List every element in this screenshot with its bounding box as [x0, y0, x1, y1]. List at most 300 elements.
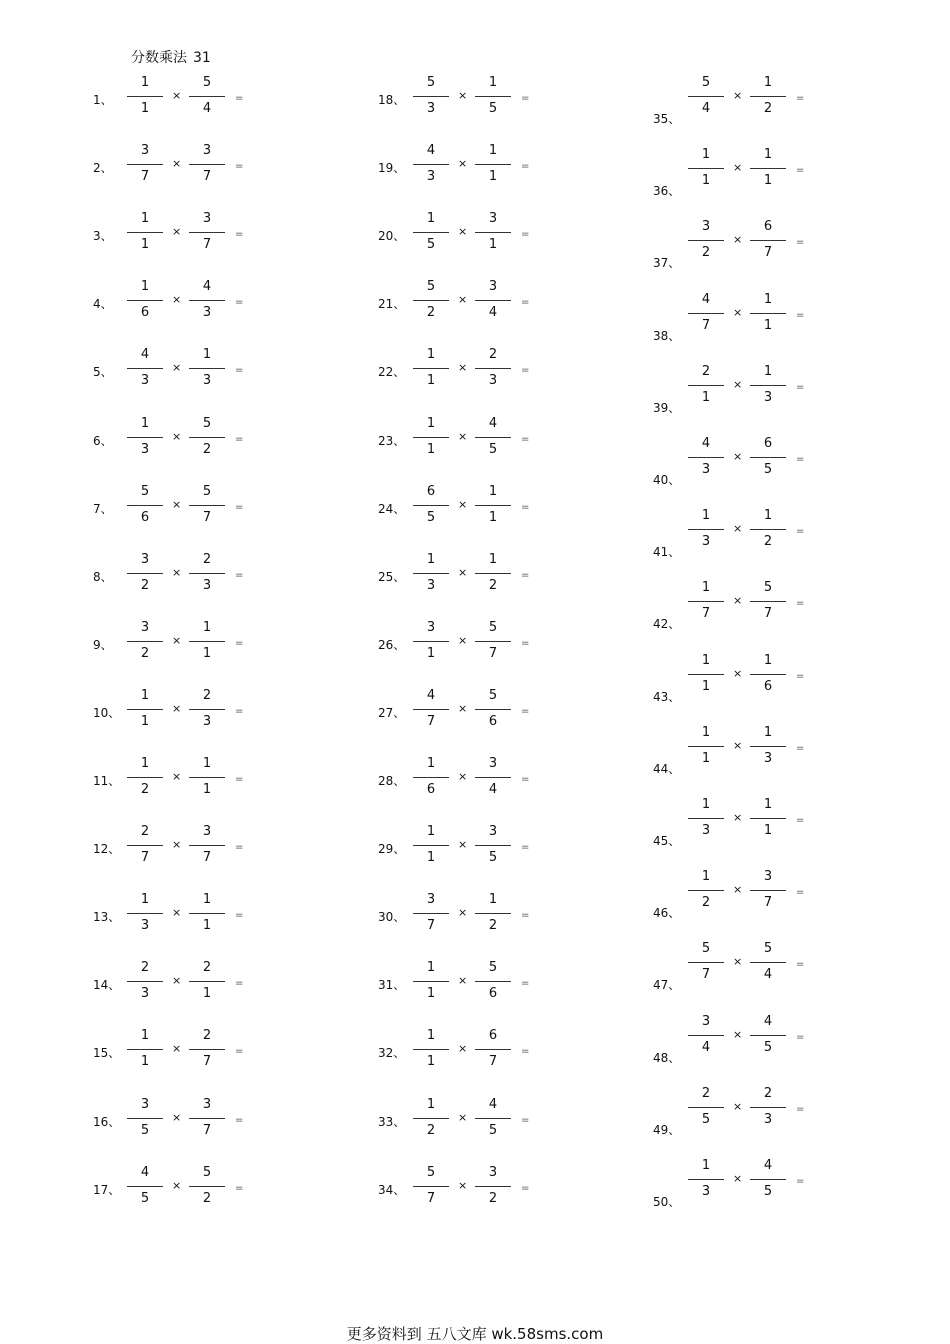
fraction-right: [750, 364, 786, 414]
numerator: 2: [701, 363, 711, 379]
problem-item: [378, 620, 668, 680]
denominator: 7: [202, 509, 212, 525]
fraction-right: [189, 756, 225, 806]
numerator: 4: [426, 143, 436, 159]
problem-item: [93, 279, 383, 339]
numerator: 2: [202, 960, 212, 976]
numerator: 5: [763, 941, 773, 957]
denominator: 7: [426, 1190, 436, 1206]
denominator: 5: [140, 1190, 150, 1206]
equals-sign: =: [796, 815, 805, 826]
denominator: 5: [140, 1122, 150, 1138]
times-sign: ×: [733, 1172, 743, 1185]
denominator: 1: [763, 173, 773, 189]
numerator: 1: [426, 551, 436, 567]
problem-number: 5、: [93, 365, 113, 380]
denominator: 3: [701, 462, 711, 477]
problem-item: [653, 508, 943, 568]
fraction-bar: [750, 1107, 786, 1108]
problem-item: [653, 797, 943, 857]
denominator: 3: [701, 1184, 711, 1199]
denominator: 6: [488, 713, 498, 729]
denominator: 2: [202, 441, 212, 457]
denominator: 5: [488, 441, 498, 457]
numerator: 3: [140, 1096, 150, 1112]
times-sign: ×: [733, 955, 743, 969]
numerator: 2: [140, 960, 150, 976]
denominator: 1: [140, 237, 150, 253]
fraction-left: [127, 1165, 163, 1215]
problem-item: [378, 211, 668, 271]
equals-sign: =: [521, 774, 530, 785]
fraction-left: [127, 620, 163, 670]
fraction-bar: [127, 232, 163, 233]
numerator: 4: [701, 436, 711, 451]
times-sign: ×: [172, 633, 182, 647]
fraction-right: [475, 620, 511, 670]
denominator: 1: [202, 986, 212, 1002]
fraction-left: [413, 824, 449, 874]
equals-sign: =: [521, 365, 530, 377]
fraction-bar: [475, 164, 511, 165]
fraction-bar: [127, 709, 163, 710]
fraction-bar: [475, 641, 511, 642]
times-sign: ×: [172, 565, 182, 579]
problem-item: [93, 1097, 383, 1157]
numerator: 3: [202, 824, 212, 840]
fraction-bar: [127, 96, 163, 97]
denominator: 2: [701, 245, 711, 261]
numerator: 6: [426, 483, 436, 499]
times-sign: ×: [172, 497, 182, 511]
fraction-bar: [189, 164, 225, 165]
problem-number: 39、: [653, 400, 681, 415]
problem-number: 24、: [378, 501, 406, 516]
numerator: 1: [701, 797, 711, 812]
denominator: 1: [140, 101, 150, 116]
numerator: 5: [488, 619, 498, 635]
fraction-left: [688, 436, 724, 486]
fraction-left: [688, 292, 724, 342]
denominator: 1: [140, 713, 150, 729]
times-sign: ×: [733, 89, 743, 102]
problem-number: 42、: [653, 617, 681, 632]
numerator: 4: [763, 1013, 773, 1029]
fraction-right: [475, 143, 511, 193]
fraction-bar: [750, 890, 786, 891]
times-sign: ×: [733, 522, 743, 536]
numerator: 4: [763, 1158, 773, 1173]
numerator: 1: [426, 824, 436, 840]
equals-sign: =: [521, 705, 530, 717]
denominator: 5: [763, 462, 773, 477]
title-text: 分数乘法: [131, 50, 187, 66]
fraction-right: [475, 552, 511, 602]
times-sign: ×: [172, 906, 182, 920]
fraction-bar: [750, 746, 786, 747]
times-sign: ×: [458, 293, 468, 307]
fraction-bar: [127, 164, 163, 165]
fraction-right: [189, 1097, 225, 1147]
fraction-bar: [475, 981, 511, 982]
numerator: 4: [701, 291, 711, 307]
fraction-right: [750, 219, 786, 269]
denominator: 6: [140, 305, 150, 321]
denominator: 3: [140, 373, 150, 389]
numerator: 3: [202, 143, 212, 159]
fraction-right: [750, 941, 786, 991]
equals-sign: =: [521, 161, 530, 173]
fraction-bar: [750, 96, 786, 97]
times-sign: ×: [458, 225, 468, 239]
numerator: 5: [140, 483, 150, 499]
problem-number: 13、: [93, 910, 121, 925]
numerator: 1: [426, 347, 436, 363]
denominator: 2: [140, 645, 150, 661]
fraction-bar: [688, 96, 724, 97]
fraction-bar: [475, 1118, 511, 1119]
problem-number: 47、: [653, 978, 681, 993]
fraction-left: [688, 941, 724, 991]
fraction-left: [127, 1097, 163, 1147]
fraction-left: [413, 1028, 449, 1078]
times-sign: ×: [458, 429, 468, 443]
fraction-right: [750, 869, 786, 919]
numerator: 5: [488, 960, 498, 976]
fraction-left: [688, 147, 724, 197]
title-number: 31: [193, 50, 211, 66]
denominator: 7: [202, 237, 212, 253]
equals-sign: =: [235, 161, 244, 173]
numerator: 1: [488, 551, 498, 567]
fraction-left: [127, 756, 163, 806]
fraction-bar: [189, 1049, 225, 1050]
problem-item: [378, 960, 668, 1020]
problem-item: [653, 364, 943, 424]
numerator: 4: [426, 687, 436, 703]
denominator: 5: [426, 237, 436, 253]
times-sign: ×: [733, 738, 743, 752]
problem-item: [93, 75, 383, 135]
problem-number: 21、: [378, 297, 406, 312]
fraction-bar: [750, 385, 786, 386]
fraction-bar: [688, 529, 724, 530]
fraction-left: [127, 211, 163, 261]
equals-sign: =: [235, 229, 244, 241]
numerator: 1: [701, 869, 711, 885]
fraction-right: [750, 1158, 786, 1208]
problem-item: [653, 75, 943, 135]
fraction-right: [189, 824, 225, 874]
numerator: 1: [140, 1028, 150, 1044]
times-sign: ×: [733, 883, 743, 897]
problem-number: 35、: [653, 112, 681, 126]
times-sign: ×: [733, 811, 743, 824]
numerator: 1: [202, 892, 212, 908]
problem-item: [93, 960, 383, 1020]
denominator: 1: [701, 173, 711, 189]
fraction-bar: [127, 505, 163, 506]
numerator: 2: [202, 1028, 212, 1044]
denominator: 4: [488, 782, 498, 797]
equals-sign: =: [521, 93, 530, 104]
problem-item: [93, 484, 383, 544]
fraction-left: [688, 219, 724, 269]
fraction-bar: [475, 1049, 511, 1050]
problem-item: [93, 688, 383, 748]
fraction-bar: [413, 709, 449, 710]
denominator: 1: [426, 850, 436, 866]
fraction-bar: [475, 232, 511, 233]
equals-sign: =: [796, 1176, 805, 1187]
numerator: 2: [202, 687, 212, 703]
fraction-bar: [688, 746, 724, 747]
problem-number: 12、: [93, 842, 121, 857]
fraction-bar: [127, 777, 163, 778]
numerator: 1: [426, 1096, 436, 1112]
denominator: 6: [426, 782, 436, 797]
fraction-bar: [750, 601, 786, 602]
times-sign: ×: [172, 89, 182, 102]
fraction-bar: [475, 96, 511, 97]
fraction-bar: [127, 300, 163, 301]
denominator: 5: [488, 101, 498, 116]
denominator: 7: [140, 850, 150, 866]
denominator: 3: [426, 101, 436, 116]
numerator: 1: [701, 508, 711, 524]
equals-sign: =: [796, 742, 805, 754]
fraction-bar: [189, 96, 225, 97]
fraction-bar: [750, 1179, 786, 1180]
fraction-bar: [750, 674, 786, 675]
fraction-bar: [127, 845, 163, 846]
fraction-bar: [750, 818, 786, 819]
problem-number: 18、: [378, 93, 406, 107]
problem-item: [653, 147, 943, 207]
equals-sign: =: [521, 501, 530, 513]
problem-item: [378, 892, 668, 952]
problem-item: [653, 1086, 943, 1146]
fraction-bar: [413, 981, 449, 982]
numerator: 1: [701, 580, 711, 596]
problem-item: [653, 725, 943, 785]
denominator: 5: [488, 850, 498, 866]
fraction-left: [688, 580, 724, 630]
fraction-left: [688, 1158, 724, 1208]
denominator: 4: [701, 1039, 711, 1055]
numerator: 5: [426, 75, 436, 90]
numerator: 4: [202, 279, 212, 295]
times-sign: ×: [458, 1178, 468, 1192]
problem-number: 29、: [378, 842, 406, 857]
denominator: 2: [140, 577, 150, 593]
equals-sign: =: [796, 526, 805, 538]
fraction-bar: [688, 1035, 724, 1036]
problem-number: 40、: [653, 473, 681, 487]
numerator: 1: [763, 797, 773, 812]
problem-item: [653, 941, 943, 1001]
fraction-right: [750, 292, 786, 342]
fraction-right: [189, 892, 225, 942]
fraction-right: [189, 143, 225, 193]
fraction-bar: [127, 437, 163, 438]
denominator: 1: [488, 237, 498, 253]
denominator: 1: [426, 986, 436, 1002]
fraction-left: [413, 620, 449, 670]
times-sign: ×: [733, 594, 743, 608]
fraction-bar: [688, 168, 724, 169]
denominator: 1: [202, 645, 212, 661]
equals-sign: =: [796, 670, 805, 682]
problem-item: [93, 892, 383, 952]
fraction-right: [189, 484, 225, 534]
numerator: 5: [426, 1164, 436, 1180]
problem-number: 2、: [93, 161, 113, 176]
times-sign: ×: [172, 1042, 182, 1056]
fraction-right: [475, 1165, 511, 1215]
denominator: 2: [763, 534, 773, 550]
equals-sign: =: [796, 381, 805, 393]
fraction-bar: [413, 641, 449, 642]
fraction-left: [127, 416, 163, 466]
equals-sign: =: [235, 297, 244, 309]
numerator: 3: [488, 211, 498, 227]
equals-sign: =: [235, 842, 244, 854]
fraction-left: [413, 1165, 449, 1215]
fraction-bar: [413, 368, 449, 369]
denominator: 3: [202, 305, 212, 321]
equals-sign: =: [235, 365, 244, 377]
fraction-bar: [189, 845, 225, 846]
fraction-left: [688, 75, 724, 125]
denominator: 3: [426, 169, 436, 185]
numerator: 3: [140, 143, 150, 159]
times-sign: ×: [172, 429, 182, 443]
fraction-right: [475, 688, 511, 738]
numerator: 1: [488, 483, 498, 499]
denominator: 7: [701, 606, 711, 622]
problem-item: [653, 1014, 943, 1074]
problem-item: [378, 279, 668, 339]
fraction-bar: [688, 240, 724, 241]
fraction-bar: [750, 457, 786, 458]
fraction-left: [413, 75, 449, 125]
fraction-right: [189, 279, 225, 329]
problem-number: 28、: [378, 774, 406, 788]
fraction-right: [750, 436, 786, 486]
fraction-right: [750, 508, 786, 558]
denominator: 3: [763, 1111, 773, 1127]
denominator: 2: [140, 782, 150, 797]
fraction-left: [688, 1086, 724, 1136]
problem-number: 16、: [93, 1114, 121, 1129]
fraction-left: [413, 960, 449, 1010]
denominator: 1: [488, 169, 498, 185]
fraction-left: [688, 1014, 724, 1064]
fraction-bar: [475, 709, 511, 710]
fraction-bar: [413, 573, 449, 574]
fraction-left: [127, 1028, 163, 1078]
times-sign: ×: [172, 1110, 182, 1124]
equals-sign: =: [235, 93, 244, 104]
equals-sign: =: [521, 569, 530, 581]
numerator: 1: [763, 75, 773, 90]
equals-sign: =: [521, 433, 530, 445]
numerator: 4: [140, 1164, 150, 1180]
numerator: 1: [202, 756, 212, 771]
denominator: 7: [202, 169, 212, 185]
problem-number: 41、: [653, 545, 681, 560]
fraction-bar: [189, 437, 225, 438]
fraction-left: [413, 416, 449, 466]
problem-item: [93, 347, 383, 407]
times-sign: ×: [458, 770, 468, 783]
fraction-right: [189, 347, 225, 397]
equals-sign: =: [235, 433, 244, 445]
problem-item: [93, 756, 383, 816]
fraction-right: [475, 1097, 511, 1147]
fraction-right: [475, 279, 511, 329]
times-sign: ×: [458, 701, 468, 715]
fraction-left: [127, 892, 163, 942]
denominator: 3: [202, 713, 212, 729]
denominator: 7: [202, 1122, 212, 1138]
numerator: 5: [488, 687, 498, 703]
problem-number: 38、: [653, 328, 681, 343]
denominator: 5: [426, 509, 436, 525]
fraction-right: [475, 1028, 511, 1078]
denominator: 1: [426, 1054, 436, 1070]
fraction-bar: [413, 164, 449, 165]
denominator: 3: [701, 534, 711, 550]
denominator: 7: [202, 850, 212, 866]
fraction-right: [475, 75, 511, 125]
denominator: 7: [488, 1054, 498, 1070]
numerator: 5: [701, 941, 711, 957]
fraction-left: [688, 653, 724, 703]
problem-number: 27、: [378, 705, 406, 720]
numerator: 4: [488, 415, 498, 431]
equals-sign: =: [235, 1182, 244, 1194]
times-sign: ×: [733, 1027, 743, 1041]
fraction-left: [413, 484, 449, 534]
problem-number: 48、: [653, 1050, 681, 1065]
numerator: 3: [140, 619, 150, 635]
denominator: 7: [701, 317, 711, 333]
problem-item: [653, 436, 943, 496]
fraction-bar: [688, 890, 724, 891]
equals-sign: =: [521, 910, 530, 922]
numerator: 1: [701, 1158, 711, 1173]
numerator: 1: [488, 143, 498, 159]
fraction-right: [475, 347, 511, 397]
numerator: 5: [701, 75, 711, 90]
fraction-bar: [127, 368, 163, 369]
times-sign: ×: [172, 1178, 182, 1192]
numerator: 5: [202, 415, 212, 431]
times-sign: ×: [172, 361, 182, 375]
problem-item: [378, 1097, 668, 1157]
equals-sign: =: [796, 887, 805, 899]
numerator: 1: [140, 211, 150, 227]
fraction-right: [475, 416, 511, 466]
fraction-left: [127, 75, 163, 125]
problem-number: 11、: [93, 774, 121, 788]
fraction-right: [750, 75, 786, 125]
denominator: 6: [140, 509, 150, 525]
numerator: 3: [202, 1096, 212, 1112]
fraction-bar: [189, 1186, 225, 1187]
